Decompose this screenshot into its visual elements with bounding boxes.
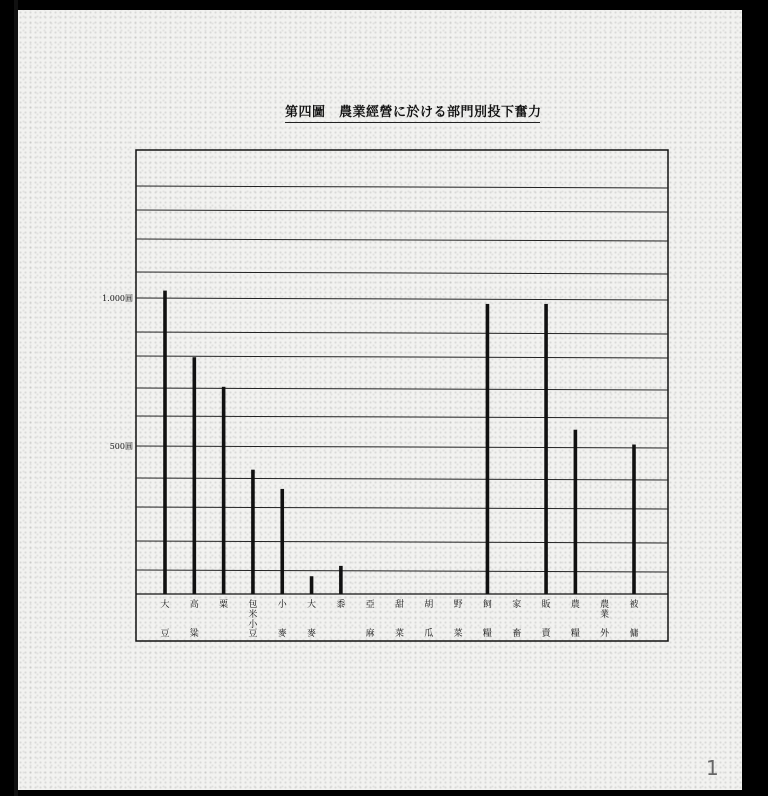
category-label-bottom: 麻: [365, 629, 375, 639]
category-label-top: 甜: [394, 600, 405, 610]
gridline: [136, 239, 668, 241]
gridline: [136, 298, 668, 300]
category-label-top: 小: [248, 620, 258, 630]
category-label-top: 包: [248, 600, 258, 610]
gridline: [136, 541, 668, 543]
gridline: [136, 186, 668, 188]
bar: [544, 304, 548, 594]
category-label-bottom: 糧: [570, 629, 580, 639]
category-label-bottom: 豆: [248, 629, 258, 639]
y-tick-label: 1.000圓: [102, 294, 133, 303]
bar: [574, 430, 578, 594]
bar: [310, 576, 314, 594]
category-label-bottom: 外: [600, 629, 610, 639]
gridline: [136, 507, 668, 509]
bar: [339, 566, 343, 594]
page-corner-mark: 1: [706, 756, 719, 780]
category-label-bottom: 麥: [277, 629, 287, 639]
category-label-bottom: 豆: [160, 629, 170, 639]
gridline: [136, 356, 668, 358]
gridline: [136, 478, 668, 480]
gridline: [136, 388, 668, 390]
category-label-top: 胡: [424, 600, 434, 610]
category-label-bottom: 糧: [482, 629, 492, 639]
category-label-top: 高: [189, 600, 199, 610]
category-label-top: 大: [160, 600, 170, 610]
bar: [163, 291, 167, 594]
bar: [222, 387, 226, 594]
category-label-bottom: 畜: [512, 629, 522, 639]
category-label-bottom: 菜: [394, 629, 405, 639]
gridline: [136, 570, 668, 572]
category-label-top: 米: [248, 610, 258, 620]
gridline: [136, 332, 668, 334]
category-label-top: 飼: [482, 600, 492, 610]
category-label-bottom: 麥: [307, 629, 317, 639]
category-label-bottom: 瓜: [424, 629, 434, 639]
category-label-top: 小: [277, 600, 287, 610]
bar: [193, 357, 197, 594]
category-label-top: 農: [570, 600, 580, 610]
gridline: [136, 446, 668, 448]
gridline: [136, 416, 668, 418]
y-tick-label: 500圓: [109, 442, 133, 451]
category-label-top: 粟: [219, 600, 229, 610]
category-label-top: 農: [600, 600, 610, 610]
category-label-top: 黍: [336, 600, 346, 610]
category-label-top: 被: [629, 600, 639, 610]
category-label-top: 大: [307, 600, 317, 610]
category-label-bottom: 菜: [453, 629, 463, 639]
category-label-bottom: 粱: [189, 629, 199, 639]
category-label-top: 販: [541, 600, 551, 610]
chart-title: 第四圖 農業經營に於ける部門別投下奮力: [285, 101, 540, 123]
gridline: [136, 272, 668, 274]
plot-frame: [136, 150, 668, 641]
category-label-top: 業: [600, 610, 610, 620]
bar: [280, 489, 284, 594]
bar: [251, 470, 255, 594]
category-label-bottom: 傭: [629, 629, 639, 639]
category-label-top: 家: [512, 600, 522, 610]
bar: [486, 304, 490, 594]
category-label-top: 野: [453, 600, 463, 610]
bar: [632, 445, 636, 594]
category-label-bottom: 賣: [541, 629, 551, 639]
gridline: [136, 210, 668, 212]
category-label-top: 亞: [365, 600, 375, 610]
